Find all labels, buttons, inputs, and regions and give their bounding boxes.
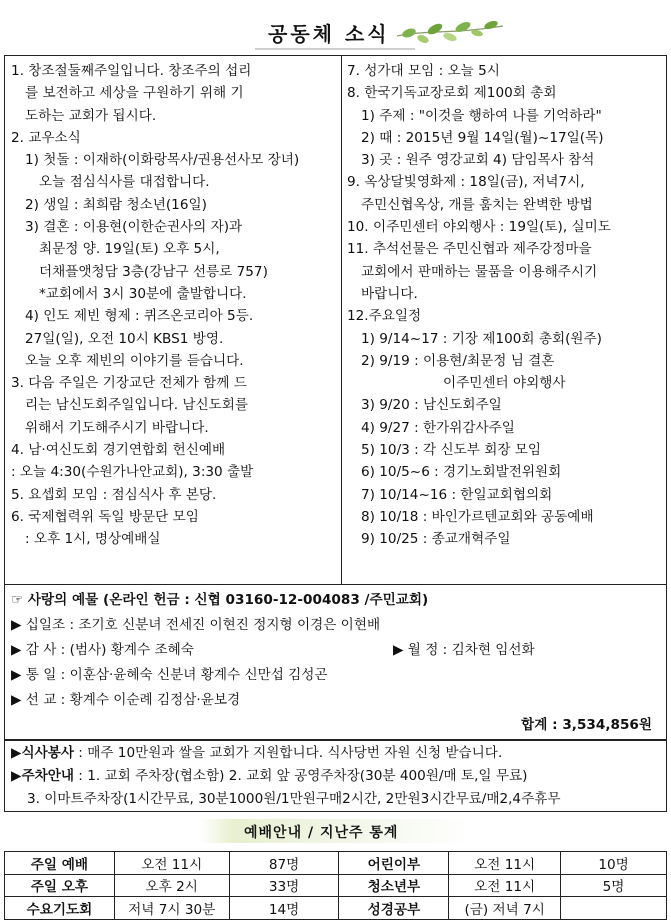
parking-notice-2: 3. 이마트주차장(1시간무료, 30분1000원/1만원구매2시간, 2만원3시간무료/매2,4주휴무: [27, 791, 561, 807]
stats-cell: 수요기도회: [5, 897, 115, 920]
meal-notice: [11, 742, 502, 765]
leaf-decoration-icon: [395, 16, 505, 50]
right-column-line: 교회에서 판매하는 물품을 이용해주시기: [361, 263, 598, 280]
right-column-line: 3) 9/20 : 남신도회주일: [361, 397, 502, 414]
left-column-line: 오늘 점심식사를 대접합니다.: [39, 174, 210, 191]
thanks-line: ▶ 감 사 : (범사) 황계수 조혜숙: [11, 642, 194, 658]
right-column-line: 바랍니다.: [361, 285, 418, 302]
right-column-line: 3) 곳 : 원주 영강교회 4) 담임목사 참석: [361, 152, 595, 169]
left-column-line: 4) 인도 제빈 형제 : 퀴즈온코리아 5등.: [25, 308, 254, 325]
left-column-line: 도하는 교회가 됩시다.: [25, 107, 157, 124]
left-column-line: *교회에서 3시 30분에 출발합니다.: [39, 285, 247, 302]
unification-line: ▶ 통 일 : 이훈삼·윤혜숙 신분녀 황계수 신만섭 김성곤: [11, 667, 328, 683]
right-column-line: 9. 옥상달빛영화제 : 18일(금), 저녁7시,: [347, 174, 585, 191]
parking-label: ▶주차안내: [11, 768, 74, 784]
stats-cell: 청소년부: [339, 874, 449, 897]
right-column-line: 7. 성가대 모임 : 오늘 5시: [347, 63, 500, 79]
left-column-line: 2. 교우소식: [11, 129, 81, 146]
offering-box: [4, 585, 667, 740]
left-column-line: 3. 다음 주일은 기장교단 전체가 함께 드: [11, 375, 247, 392]
stats-row: [5, 852, 667, 875]
worship-title: 예배안내 / 지난주 통계: [244, 825, 399, 841]
left-column-line: 오늘 오후 제빈의 이야기를 듣습니다.: [25, 352, 244, 369]
right-column-line: 1) 주제 : "이것을 행하여 나를 기억하라": [361, 107, 602, 124]
stats-cell: 5명: [561, 874, 667, 897]
offering-total: 합계 : 3,534,856원: [521, 717, 652, 733]
left-column-line: 5. 요셉회 모임 : 점심식사 후 본당.: [11, 486, 217, 503]
stats-cell: [561, 897, 667, 920]
stats-cell: 14명: [229, 897, 339, 920]
left-column-line: 리는 남신도회주일입니다. 남신도회를: [25, 397, 249, 414]
left-column-line: 위해서 기도해주시기 바랍니다.: [25, 419, 209, 436]
monthly-line: ▶ 월 정 : 김차현 임선화: [393, 642, 535, 658]
page-title: 공동체 소식: [268, 22, 390, 46]
tithe-line: ▶ 십일조 : 조기호 신분녀 전세진 이현진 정지형 이경은 이현배: [11, 617, 381, 633]
right-column-line: 1) 9/14~17 : 기장 제100회 총회(원주): [361, 330, 602, 347]
mission-line: ▶ 선 교 : 황계수 이순례 김정삼·윤보경: [11, 692, 241, 708]
stats-row: [5, 874, 667, 897]
notice-box: [4, 740, 667, 812]
left-column-line: 27일(일), 오전 10시 KBS1 방영.: [25, 330, 224, 347]
page-header: [0, 12, 671, 52]
stats-cell: 10명: [561, 852, 667, 875]
meal-label: ▶식사봉사: [11, 745, 74, 761]
right-column-line: 5) 10/3 : 각 신도부 회장 모임: [361, 442, 542, 459]
stats-cell: 어린이부: [339, 852, 449, 875]
right-column-line: 주민신협옥상, 개를 훔치는 완벽한 방법: [361, 196, 593, 213]
left-column-line: 를 보전하고 세상을 구원하기 위해 기: [25, 85, 244, 102]
left-column-line: : 오늘 4:30(수원가나안교회), 3:30 출발: [11, 464, 254, 481]
left-column-line: 6. 국제협력위 독일 방문단 모임: [11, 508, 199, 525]
stats-cell: 저녁 7시 30분: [114, 897, 229, 920]
meal-text: : 매주 10만원과 쌀을 교회가 지원합니다. 식사당번 자원 신청 받습니다.: [73, 745, 503, 761]
right-column-line: 2) 때 : 2015년 9월 14일(월)~17일(목): [361, 129, 604, 146]
parking-notice: [11, 765, 527, 788]
right-column-line: 4) 9/27 : 한가위감사주일: [361, 419, 515, 436]
offering-heading: ☞ 사랑의 예물 (온라인 헌금 : 신협 03160-12-004083 /주민교회): [11, 592, 429, 608]
right-column-line: 6) 10/5~6 : 경기노회발전위원회: [361, 464, 562, 481]
stats-cell: (금) 저녁 7시: [449, 897, 561, 920]
left-column-line: 더채플앳청담 3층(강남구 선릉로 757): [39, 263, 268, 280]
news-right-column: [347, 60, 665, 551]
news-left-column: [11, 60, 337, 551]
left-column-line: 2) 생일 : 최희람 청소년(16일): [25, 196, 207, 213]
stats-row: [5, 897, 667, 920]
left-column-line: 1. 창조절둘째주일입니다. 창조주의 섭리: [11, 63, 252, 79]
stats-cell: 오전 11시: [449, 852, 561, 875]
stats-cell: 33명: [229, 874, 339, 897]
left-column-line: 4. 남·여신도회 경기연합회 헌신예배: [11, 442, 226, 459]
right-column-line: 10. 이주민센터 야외행사 : 19일(토), 실미도: [347, 219, 611, 236]
stats-cell: 87명: [229, 852, 339, 875]
left-column-line: 최문정 양. 19일(토) 오후 5시,: [39, 241, 220, 258]
worship-header: [200, 815, 470, 847]
parking-text: : 1. 교회 주차장(협소함) 2. 교회 앞 공영주차장(30분 400원/매 토,일 무료): [73, 768, 528, 784]
column-divider: [341, 56, 342, 584]
right-column-line: 8. 한국기독교장로회 제100회 총회: [347, 85, 557, 102]
right-column-line: 이주민센터 야외행사: [443, 375, 566, 392]
left-column-line: 1) 첫돌 : 이재하(이화랑목사/권용선사모 장녀): [25, 152, 300, 169]
right-column-line: 9) 10/25 : 종교개혁주일: [361, 531, 511, 548]
left-column-line: 3) 결혼 : 이용현(이한순권사의 자)과: [25, 219, 243, 236]
right-column-line: 7) 10/14~16 : 한일교회협의회: [361, 486, 553, 503]
stats-cell: 성경공부: [339, 897, 449, 920]
stats-cell: 오후 2시: [114, 874, 229, 897]
right-column-line: 8) 10/18 : 바인가르텐교회와 공동예배: [361, 508, 594, 525]
stats-cell: 주일 오후: [5, 874, 115, 897]
right-column-line: 12.주요일정: [347, 308, 422, 325]
right-column-line: 11. 추석선물은 주민신협과 제주강정마을: [347, 241, 592, 258]
stats-cell: 오전 11시: [114, 852, 229, 875]
right-column-line: 2) 9/19 : 이용현/최문정 님 결혼: [361, 352, 555, 369]
title-underline: [255, 48, 415, 50]
stats-cell: 주일 예배: [5, 852, 115, 875]
worship-stats-table: [4, 851, 667, 920]
stats-cell: 오전 11시: [449, 874, 561, 897]
news-box: [4, 55, 667, 585]
left-column-line: : 오후 1시, 명상예배실: [25, 531, 161, 548]
